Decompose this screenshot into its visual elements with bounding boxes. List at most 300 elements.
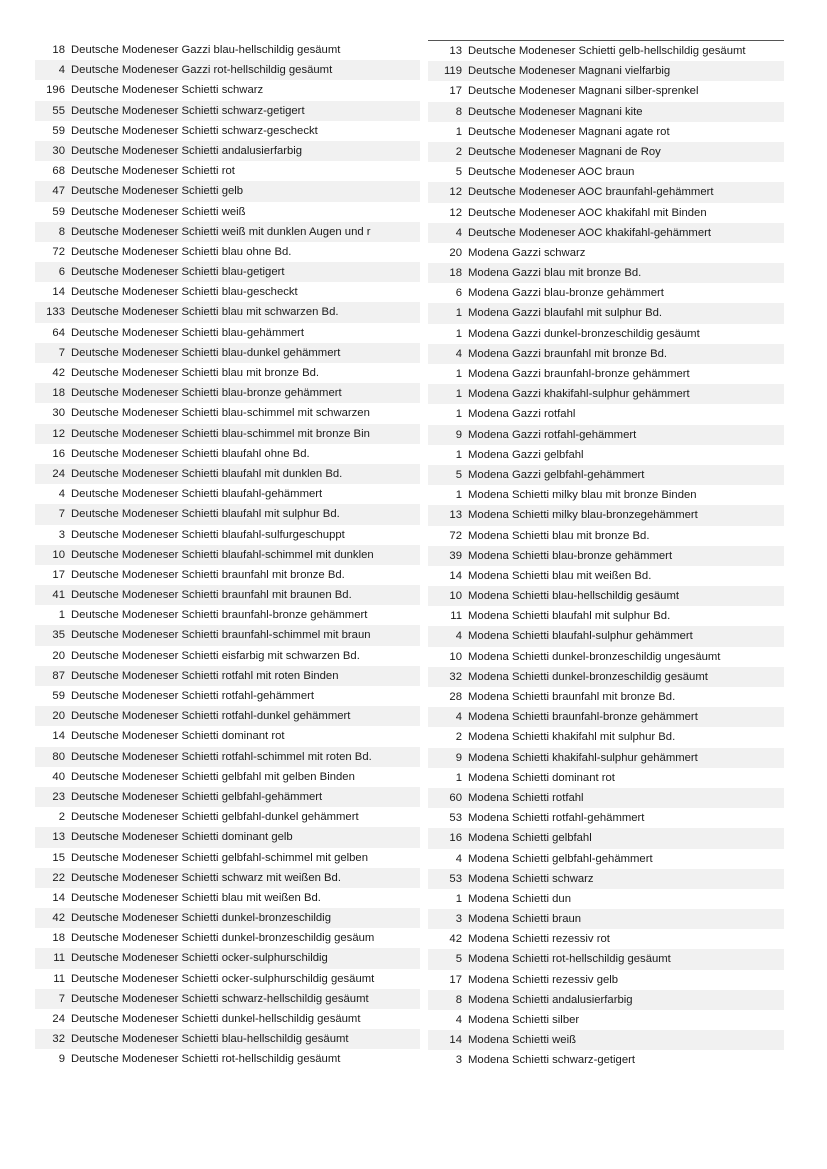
list-item (428, 465, 784, 485)
list-item (35, 525, 420, 545)
entry-name: Deutsche Modeneser Schietti schwarz-hellschildig gesäumt (71, 992, 369, 1005)
entry-count: 15 (52, 851, 65, 864)
entry-name: Modena Schietti blau-hellschildig gesäumt (468, 590, 679, 603)
entry-count: 55 (52, 104, 65, 117)
entry-count: 5 (455, 953, 462, 966)
list-item (35, 948, 420, 968)
entry-name: Modena Schietti gelbfahl (468, 832, 592, 845)
list-item (428, 102, 784, 122)
entry-count: 35 (52, 629, 65, 642)
entry-count: 28 (449, 691, 462, 703)
entry-name: Modena Schietti andalusierfarbig (468, 993, 633, 1006)
entry-count: 16 (52, 447, 65, 460)
list-item (35, 484, 420, 504)
list-item (428, 566, 784, 586)
entry-count: 1 (455, 771, 462, 784)
entry-name: Deutsche Modeneser Schietti braunfahl-bronze gehämmert (71, 609, 368, 622)
entry-name: Modena Schietti dunkel-bronzeschildig ungesäumt (468, 650, 721, 663)
entry-count: 8 (455, 993, 462, 1006)
list-item (35, 40, 420, 60)
entry-count: 1 (455, 489, 462, 502)
entry-count: 1 (455, 327, 462, 340)
list-item (428, 344, 784, 364)
entry-name: Deutsche Modeneser Schietti blau mit bronze Bd. (71, 367, 320, 379)
entry-count: 3 (58, 528, 65, 541)
entry-count: 39 (449, 549, 462, 562)
list-item (428, 808, 784, 828)
entry-count: 87 (52, 669, 65, 682)
entry-name: Deutsche Modeneser Schietti dominant rot (71, 730, 285, 743)
entry-count: 64 (52, 326, 65, 339)
list-item (428, 425, 784, 445)
list-item (35, 80, 420, 100)
entry-count: 12 (449, 186, 462, 199)
entry-count: 14 (449, 569, 462, 582)
entry-count: 60 (449, 791, 462, 804)
entry-count: 13 (52, 831, 65, 844)
list-item (35, 605, 420, 625)
entry-count: 11 (53, 972, 65, 985)
entry-count: 1 (455, 125, 462, 138)
entry-count: 17 (449, 973, 462, 986)
entry-name: Modena Schietti khakifahl mit sulphur Bd. (468, 731, 676, 744)
list-item (428, 182, 784, 202)
entry-count: 4 (455, 711, 462, 724)
entry-count: 30 (52, 407, 65, 420)
entry-count: 59 (52, 124, 65, 137)
entry-name: Modena Schietti blau-bronze gehämmert (468, 549, 673, 562)
entry-count: 12 (449, 206, 462, 219)
list-item (35, 787, 420, 807)
entry-count: 13 (449, 45, 462, 57)
list-item (428, 41, 784, 61)
list-item (428, 869, 784, 889)
entry-name: Deutsche Modeneser Schietti dunkel-bronzeschildig gesäum (71, 932, 375, 945)
list-item (428, 546, 784, 566)
left-column-list (35, 40, 420, 1070)
list-item (428, 243, 784, 263)
entry-name: Modena Gazzi gelbfahl (468, 448, 584, 461)
list-item (35, 908, 420, 928)
entry-count: 5 (455, 468, 462, 481)
entry-count: 40 (52, 770, 65, 783)
list-item (35, 767, 420, 787)
list-item (35, 706, 420, 726)
entry-name: Deutsche Modeneser Magnani vielfarbig (468, 65, 671, 78)
entry-name: Deutsche Modeneser Schietti blaufahl-sulfurgeschuppt (71, 528, 345, 541)
entry-name: Deutsche Modeneser Schietti gelbfahl mit gelben Binden (71, 770, 355, 783)
list-item (428, 707, 784, 727)
list-item (428, 61, 784, 81)
entry-name: Deutsche Modeneser Schietti weiß (71, 205, 246, 218)
entry-name: Deutsche Modeneser Schietti braunfahl mit bronze Bd. (71, 568, 345, 581)
entry-name: Deutsche Modeneser Schietti blau-gescheckt (71, 286, 298, 299)
entry-count: 4 (455, 852, 462, 865)
list-item (428, 404, 784, 424)
list-item (428, 647, 784, 667)
list-item (35, 807, 420, 827)
entry-count: 42 (52, 912, 65, 925)
entry-name: Deutsche Modeneser Schietti gelb-hellschildig gesäumt (468, 45, 746, 57)
list-item (428, 142, 784, 162)
entry-name: Modena Schietti rotfahl (468, 791, 584, 804)
list-item (35, 464, 420, 484)
list-item (428, 727, 784, 747)
list-item (428, 626, 784, 646)
entry-count: 20 (52, 649, 65, 662)
list-item (428, 203, 784, 223)
entry-count: 14 (52, 891, 65, 904)
entry-count: 4 (455, 347, 462, 360)
right-column-list (428, 40, 784, 1071)
list-item (35, 747, 420, 767)
list-item (35, 565, 420, 585)
list-item (35, 141, 420, 161)
entry-count: 17 (52, 568, 65, 581)
list-item (428, 505, 784, 525)
entry-name: Modena Schietti rot-hellschildig gesäumt (468, 953, 671, 966)
list-item (428, 364, 784, 384)
entry-name: Deutsche Modeneser Schietti rotfahl-dunkel gehämmert (71, 710, 351, 723)
list-item (35, 646, 420, 666)
entry-count: 7 (58, 346, 65, 359)
entry-count: 1 (58, 609, 65, 622)
entry-name: Modena Schietti braun (468, 913, 582, 926)
entry-count: 3 (455, 1054, 462, 1067)
list-item (35, 726, 420, 746)
entry-name: Modena Schietti dun (468, 892, 571, 905)
list-item (35, 504, 420, 524)
entry-name: Deutsche Modeneser Schietti ocker-sulphurschildig gesäumt (71, 972, 375, 985)
entry-name: Modena Schietti gelbfahl-gehämmert (468, 852, 653, 865)
entry-name: Deutsche Modeneser Schietti andalusierfarbig (71, 144, 303, 157)
entry-name: Deutsche Modeneser Schietti blau-getigert (71, 266, 285, 279)
entry-name: Modena Schietti rezessiv gelb (468, 973, 619, 986)
list-item (428, 445, 784, 465)
entry-name: Modena Schietti blaufahl-sulphur gehämmert (468, 630, 693, 643)
entry-name: Deutsche Modeneser Schietti rotfahl-gehämmert (71, 690, 314, 702)
entry-name: Deutsche Modeneser Schietti blau mit schwarzen Bd. (71, 306, 339, 319)
list-item (35, 888, 420, 908)
entry-name: Modena Gazzi blau-bronze gehämmert (468, 287, 664, 300)
list-item (35, 928, 420, 948)
entry-name: Deutsche Modeneser Gazzi blau-hellschildig gesäumt (71, 44, 341, 56)
entry-name: Deutsche Modeneser Schietti blaufahl mit dunklen Bd. (71, 467, 343, 480)
entry-name: Deutsche Modeneser Schietti schwarz mit weißen Bd. (71, 871, 341, 884)
entry-count: 41 (52, 589, 65, 602)
list-item (428, 283, 784, 303)
entry-count: 9 (58, 1053, 65, 1066)
entry-count: 59 (52, 690, 65, 702)
entry-name: Modena Schietti rezessiv rot (468, 933, 610, 946)
list-item (35, 202, 420, 222)
entry-name: Deutsche Modeneser Magnani agate rot (468, 125, 670, 138)
entry-count: 14 (449, 1034, 462, 1047)
list-item (35, 302, 420, 322)
entry-name: Deutsche Modeneser Schietti blau-schimmel mit bronze Bin (71, 427, 370, 440)
entry-count: 68 (52, 165, 65, 178)
entry-name: Deutsche Modeneser AOC braunfahl-gehämmert (468, 186, 714, 199)
list-item (428, 162, 784, 182)
entry-name: Modena Schietti blaufahl mit sulphur Bd. (468, 610, 671, 623)
entry-name: Modena Gazzi blaufahl mit sulphur Bd. (468, 307, 663, 320)
list-item (35, 121, 420, 141)
entry-count: 5 (455, 166, 462, 179)
entry-count: 18 (52, 44, 65, 56)
entry-count: 18 (52, 387, 65, 400)
entry-count: 14 (52, 286, 65, 299)
entry-count: 42 (449, 933, 462, 946)
entry-count: 1 (455, 307, 462, 320)
list-item (35, 282, 420, 302)
entry-name: Deutsche Modeneser Schietti blaufahl ohne Bd. (71, 447, 310, 460)
list-item (428, 970, 784, 990)
list-item (35, 101, 420, 121)
list-item (428, 324, 784, 344)
entry-name: Deutsche Modeneser Schietti blau-bronze gehämmert (71, 387, 342, 400)
entry-name: Deutsche Modeneser Schietti dunkel-hellschildig gesäumt (71, 1013, 361, 1025)
list-item (428, 586, 784, 606)
list-item (428, 667, 784, 687)
entry-count: 47 (52, 185, 65, 198)
list-item (35, 181, 420, 201)
entry-name: Deutsche Modeneser Schietti blau mit weißen Bd. (71, 891, 321, 904)
entry-count: 7 (58, 992, 65, 1005)
entry-name: Modena Gazzi braunfahl-bronze gehämmert (468, 368, 690, 380)
entry-name: Modena Schietti dominant rot (468, 771, 615, 784)
entry-count: 53 (449, 872, 462, 885)
list-item (428, 1050, 784, 1070)
list-item (428, 849, 784, 869)
entry-count: 9 (455, 428, 462, 441)
entry-name: Deutsche Modeneser AOC khakifahl mit Binden (468, 206, 707, 219)
entry-count: 11 (53, 952, 65, 965)
entry-count: 42 (52, 367, 65, 379)
entry-count: 17 (449, 85, 462, 98)
list-item (428, 303, 784, 323)
entry-name: Modena Schietti braunfahl-bronze gehämmert (468, 711, 698, 724)
list-item (35, 848, 420, 868)
entry-name: Deutsche Modeneser Schietti blau ohne Bd. (71, 245, 292, 258)
list-item (428, 606, 784, 626)
list-item (428, 748, 784, 768)
entry-count: 4 (455, 226, 462, 239)
entry-name: Modena Gazzi gelbfahl-gehämmert (468, 468, 645, 481)
entry-count: 1 (455, 892, 462, 905)
list-item (428, 687, 784, 707)
list-item (428, 1010, 784, 1030)
entry-count: 10 (449, 650, 462, 663)
entry-count: 18 (52, 932, 65, 945)
list-item (35, 686, 420, 706)
entry-name: Modena Gazzi braunfahl mit bronze Bd. (468, 347, 668, 360)
list-item (35, 1029, 420, 1049)
entry-name: Modena Schietti blau mit weißen Bd. (468, 569, 652, 582)
entry-name: Deutsche Modeneser Schietti dominant gelb (71, 831, 293, 844)
entry-name: Deutsche Modeneser Magnani silber-sprenkel (468, 85, 699, 98)
list-item (35, 969, 420, 989)
list-item (35, 222, 420, 242)
entry-name: Modena Gazzi rotfahl-gehämmert (468, 428, 637, 441)
list-item (428, 81, 784, 101)
entry-name: Modena Schietti schwarz (468, 872, 594, 885)
list-item (428, 384, 784, 404)
list-item (428, 768, 784, 788)
entry-name: Deutsche Modeneser Schietti braunfahl mit braunen Bd. (71, 589, 352, 602)
list-item (35, 60, 420, 80)
entry-count: 4 (455, 630, 462, 643)
entry-count: 4 (455, 1014, 462, 1026)
entry-name: Deutsche Modeneser Schietti braunfahl-schimmel mit braun (71, 629, 371, 642)
entry-name: Deutsche Modeneser Schietti blau-dunkel gehämmert (71, 346, 341, 359)
entry-name: Deutsche Modeneser Schietti ocker-sulphurschildig (71, 952, 328, 965)
entry-name: Deutsche Modeneser Schietti gelbfahl-gehämmert (71, 790, 323, 803)
list-item (428, 788, 784, 808)
entry-name: Modena Gazzi khakifahl-sulphur gehämmert (468, 388, 690, 401)
entry-count: 1 (455, 368, 462, 380)
list-item (35, 161, 420, 181)
list-item (35, 363, 420, 383)
entry-name: Modena Schietti khakifahl-sulphur gehämmert (468, 751, 698, 764)
entry-name: Modena Schietti schwarz-getigert (468, 1054, 636, 1067)
entry-count: 11 (450, 610, 462, 623)
entry-count: 20 (52, 710, 65, 723)
entry-count: 196 (46, 84, 65, 97)
entry-count: 10 (449, 590, 462, 603)
entry-name: Deutsche Modeneser AOC khakifahl-gehämmert (468, 226, 711, 239)
entry-name: Deutsche Modeneser Schietti rot-hellschildig gesäumt (71, 1053, 341, 1066)
entry-name: Deutsche Modeneser Magnani de Roy (468, 145, 661, 158)
entry-count: 2 (455, 731, 462, 744)
entry-name: Deutsche Modeneser Schietti rot (71, 165, 235, 178)
entry-count: 59 (52, 205, 65, 218)
entry-name: Deutsche Modeneser Schietti gelbfahl-dunkel gehämmert (71, 811, 359, 824)
entry-count: 20 (449, 246, 462, 259)
entry-count: 8 (58, 225, 65, 238)
list-item (428, 485, 784, 505)
entry-name: Modena Schietti milky blau mit bronze Binden (468, 489, 697, 502)
entry-name: Deutsche Modeneser AOC braun (468, 166, 635, 179)
entry-count: 10 (52, 548, 65, 561)
list-item (428, 909, 784, 929)
list-item (428, 526, 784, 546)
entry-name: Modena Schietti weiß (468, 1034, 576, 1047)
entry-name: Modena Schietti braunfahl mit bronze Bd. (468, 691, 676, 703)
list-item (35, 827, 420, 847)
entry-count: 72 (52, 245, 65, 258)
entry-name: Modena Schietti dunkel-bronzeschildig gesäumt (468, 670, 708, 683)
entry-name: Modena Schietti rotfahl-gehämmert (468, 812, 645, 825)
list-item (35, 383, 420, 403)
list-item (428, 1030, 784, 1050)
entry-count: 18 (449, 267, 462, 280)
entry-name: Deutsche Modeneser Schietti gelbfahl-schimmel mit gelben (71, 851, 369, 864)
entry-name: Deutsche Modeneser Schietti blaufahl-gehämmert (71, 488, 323, 501)
entry-name: Modena Gazzi schwarz (468, 246, 586, 259)
entry-name: Deutsche Modeneser Schietti rotfahl-schimmel mit roten Bd. (71, 750, 372, 763)
list-item (428, 990, 784, 1010)
list-item (428, 122, 784, 142)
entry-count: 23 (52, 790, 65, 803)
entry-count: 22 (52, 871, 65, 884)
list-item (428, 223, 784, 243)
entry-name: Deutsche Modeneser Schietti blaufahl-schimmel mit dunklen (71, 548, 374, 561)
list-item (428, 263, 784, 283)
entry-count: 1 (455, 408, 462, 421)
entry-name: Deutsche Modeneser Schietti schwarz-gescheckt (71, 124, 318, 137)
list-item (35, 989, 420, 1009)
entry-count: 30 (52, 144, 65, 157)
entry-name: Modena Gazzi dunkel-bronzeschildig gesäumt (468, 327, 700, 340)
entry-count: 2 (58, 811, 65, 824)
list-item (35, 262, 420, 282)
list-item (35, 666, 420, 686)
entry-name: Modena Gazzi rotfahl (468, 408, 576, 421)
list-item (428, 949, 784, 969)
list-item (35, 625, 420, 645)
list-item (35, 343, 420, 363)
entry-name: Deutsche Modeneser Schietti schwarz-getigert (71, 104, 305, 117)
entry-name: Modena Gazzi blau mit bronze Bd. (468, 267, 642, 280)
entry-name: Deutsche Modeneser Schietti eisfarbig mit schwarzen Bd. (71, 649, 360, 662)
list-item (35, 403, 420, 423)
entry-count: 13 (449, 509, 462, 522)
entry-count: 6 (58, 266, 65, 279)
entry-count: 12 (52, 427, 65, 440)
entry-count: 7 (58, 508, 65, 521)
entry-name: Deutsche Modeneser Gazzi rot-hellschildig gesäumt (71, 64, 333, 77)
entry-count: 24 (52, 1013, 65, 1025)
entry-count: 32 (449, 670, 462, 683)
entry-count: 32 (52, 1033, 65, 1046)
entry-count: 1 (455, 388, 462, 401)
entry-name: Modena Schietti silber (468, 1014, 580, 1026)
list-item (35, 585, 420, 605)
list-item (35, 424, 420, 444)
list-item (35, 323, 420, 343)
entry-name: Deutsche Modeneser Schietti schwarz (71, 84, 264, 97)
entry-count: 4 (58, 488, 65, 501)
list-item (35, 1049, 420, 1069)
entry-count: 6 (455, 287, 462, 300)
entry-count: 3 (455, 913, 462, 926)
entry-count: 1 (455, 448, 462, 461)
list-item (428, 828, 784, 848)
entry-name: Deutsche Modeneser Schietti dunkel-bronzeschildig (71, 912, 331, 925)
entry-count: 8 (455, 105, 462, 118)
entry-count: 53 (449, 812, 462, 825)
entry-count: 16 (449, 832, 462, 845)
entry-name: Deutsche Modeneser Schietti weiß mit dunklen Augen und r (71, 225, 371, 238)
entry-name: Deutsche Modeneser Schietti blau-schimmel mit schwarzen (71, 407, 370, 420)
list-item (428, 929, 784, 949)
entry-count: 9 (455, 751, 462, 764)
entry-name: Deutsche Modeneser Schietti gelb (71, 185, 244, 198)
entry-count: 14 (52, 730, 65, 743)
list-item (428, 889, 784, 909)
entry-count: 72 (449, 529, 462, 542)
entry-count: 133 (46, 306, 65, 319)
entry-name: Deutsche Modeneser Schietti blaufahl mit sulphur Bd. (71, 508, 340, 521)
list-item (35, 868, 420, 888)
entry-count: 24 (52, 467, 65, 480)
entry-count: 2 (455, 145, 462, 158)
entry-name: Deutsche Modeneser Schietti blau-gehämmert (71, 326, 304, 339)
entry-name: Deutsche Modeneser Schietti rotfahl mit roten Binden (71, 669, 339, 682)
list-item (35, 242, 420, 262)
entry-count: 119 (443, 65, 462, 78)
list-item (35, 1009, 420, 1029)
